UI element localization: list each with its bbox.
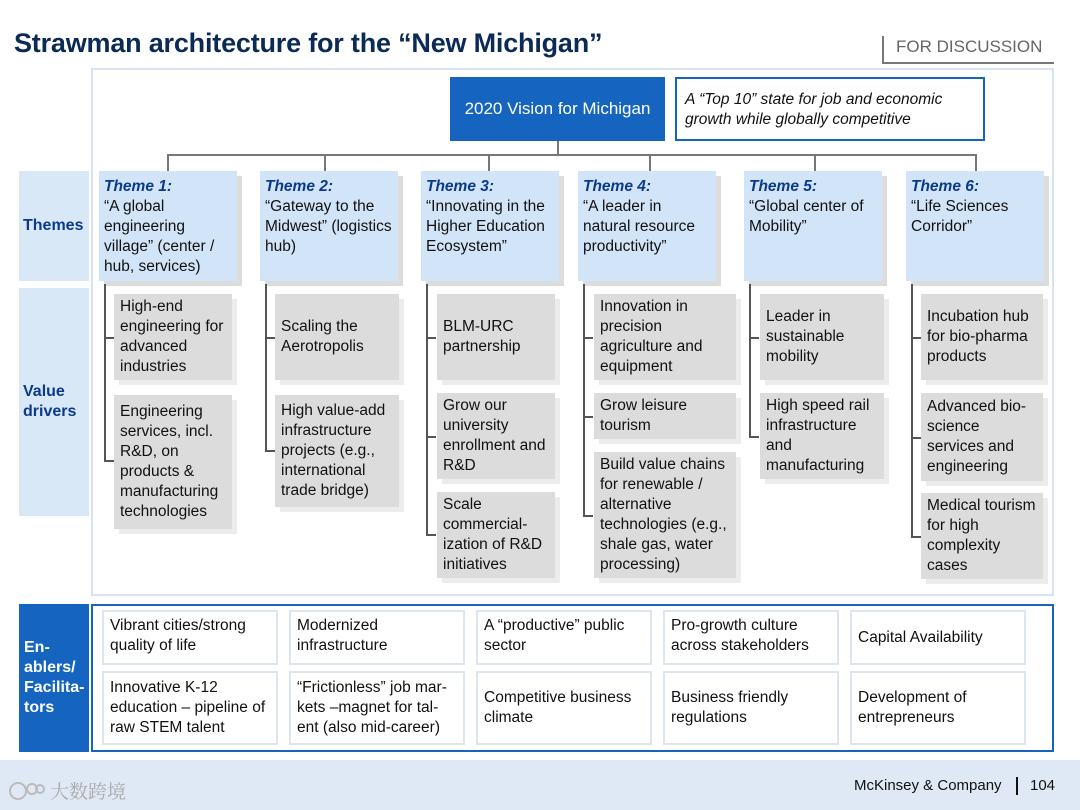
value-drivers-row-label: Value drivers	[19, 288, 89, 516]
driver-tick	[583, 416, 593, 418]
driver-spine-1	[104, 284, 106, 460]
theme-text: “Life Sciences Corridor”	[911, 198, 1009, 235]
driver-spine-5	[749, 284, 751, 437]
value-driver: Advanced bio-science services and engineering	[921, 393, 1043, 481]
enabler-cell: Innovative K-12 education – pipeline of raw STEM talent	[102, 671, 278, 745]
value-driver: High-end engineering for advanced industries	[114, 294, 232, 380]
value-driver: BLM-URC partnership	[437, 294, 555, 380]
theme-drop-6	[975, 154, 977, 171]
driver-tick	[583, 337, 593, 339]
value-driver: Grow leisure tourism	[594, 393, 736, 439]
theme-text: “Global center of Mobility”	[749, 198, 864, 235]
value-driver: Leader in sustainable mobility	[760, 294, 884, 380]
theme-number: Theme 5:	[749, 178, 818, 195]
driver-tick	[911, 536, 921, 538]
driver-spine-3	[426, 284, 428, 535]
value-driver: High value-add infrastructure projects (e.g., international trade bridge)	[275, 395, 399, 507]
theme-number: Theme 4:	[583, 178, 652, 195]
enabler-cell: Development of entrepreneurs	[850, 671, 1026, 745]
page-number: 104	[1030, 777, 1056, 794]
theme-text: “A global engineering village” (center / hub, services)	[104, 198, 215, 275]
value-driver: Scale commercial-ization of R&D initiatives	[437, 492, 555, 578]
enabler-cell: Pro-growth culture across stakeholders	[663, 610, 839, 665]
driver-tick	[104, 337, 114, 339]
driver-tick	[911, 337, 921, 339]
themes-row-label: Themes	[19, 171, 89, 281]
theme-4	[578, 171, 716, 281]
theme-drop-3	[488, 154, 490, 171]
value-driver: Build value chains for renewable / alternative technologies (e.g., shale gas, water processing)	[594, 452, 736, 578]
driver-tick	[104, 460, 114, 462]
watermark	[8, 777, 126, 804]
theme-number: Theme 3:	[426, 178, 495, 195]
driver-tick	[265, 337, 275, 339]
page-separator	[1016, 777, 1018, 795]
vision-box: 2020 Vision for Michigan	[450, 77, 665, 141]
theme-drop-2	[324, 154, 326, 171]
driver-spine-6	[911, 284, 913, 538]
value-driver: Grow our university enrollment and R&D	[437, 393, 555, 479]
theme-number: Theme 1:	[104, 178, 173, 195]
value-driver: Innovation in precision agriculture and equipment	[594, 294, 736, 380]
architecture-frame	[91, 68, 1054, 596]
theme-drop-4	[649, 154, 651, 171]
enabler-cell: Vibrant cities/strong quality of life	[102, 610, 278, 665]
driver-tick	[426, 436, 436, 438]
theme-drop-1	[167, 154, 169, 171]
company-name: McKinsey & Company	[854, 777, 1002, 794]
value-driver: High speed rail infrastructure and manufacturing	[760, 393, 884, 479]
driver-spine-4	[583, 284, 585, 517]
enabler-cell: “Frictionless” job mar-kets –magnet for tal-ent (also mid-career)	[289, 671, 465, 745]
enablers-row-label: En-ablers/ Facilita-tors	[19, 604, 89, 752]
driver-spine-2	[265, 284, 267, 451]
theme-number: Theme 6:	[911, 178, 980, 195]
vision-connector	[557, 141, 559, 155]
value-driver: Medical tourism for high complexity cases	[921, 493, 1043, 579]
theme-number: Theme 2:	[265, 178, 334, 195]
theme-5	[744, 171, 882, 281]
theme-drop-5	[814, 154, 816, 171]
value-driver: Scaling the Aerotropolis	[275, 294, 399, 380]
value-driver: Incubation hub for bio-pharma products	[921, 294, 1043, 380]
theme-3	[421, 171, 559, 281]
driver-tick	[583, 515, 593, 517]
enabler-cell: Competitive business climate	[476, 671, 652, 745]
driver-tick	[749, 337, 759, 339]
enabler-cell: Business friendly regulations	[663, 671, 839, 745]
watermark-logo-icon	[8, 780, 46, 802]
enabler-cell: Capital Availability	[850, 610, 1026, 665]
driver-tick	[426, 337, 436, 339]
driver-tick	[265, 450, 275, 452]
for-discussion-tag: FOR DISCUSSION	[882, 36, 1054, 64]
driver-tick	[426, 534, 436, 536]
theme-text: “Gateway to the Midwest” (logistics hub)	[265, 198, 392, 255]
watermark-text: 大数跨境	[50, 782, 127, 803]
theme-1	[99, 171, 237, 281]
page-title: Strawman architecture for the “New Michigan”	[14, 28, 603, 58]
theme-bus-line	[167, 154, 977, 156]
vision-description: A “Top 10” state for job and economic growth while globally competitive	[675, 77, 985, 141]
theme-2	[260, 171, 398, 281]
enabler-cell: A “productive” public sector	[476, 610, 652, 665]
driver-tick	[911, 437, 921, 439]
theme-6	[906, 171, 1044, 281]
enabler-cell: Modernized infrastructure	[289, 610, 465, 665]
theme-text: “Innovating in the Higher Education Ecosystem”	[426, 198, 545, 255]
driver-tick	[749, 436, 759, 438]
theme-text: “A leader in natural resource productivity”	[583, 198, 696, 255]
value-driver: Engineering services, incl. R&D, on products & manufacturing technologies	[114, 395, 232, 529]
